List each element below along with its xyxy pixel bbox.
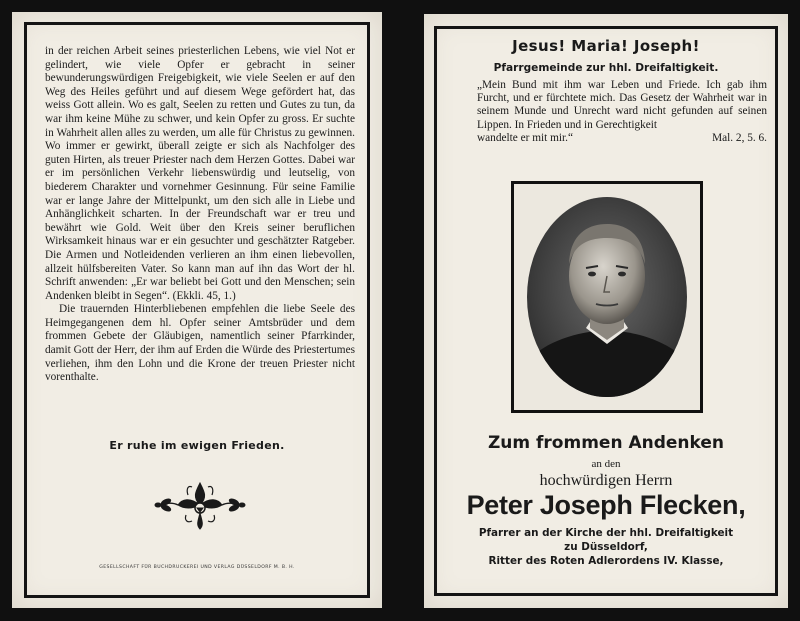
memorial-heading: Zum frommen Andenken: [487, 433, 725, 453]
quote-end: wandelte er mit mir.“: [477, 131, 573, 144]
honorific-title: hochwürdigen Herrn: [539, 472, 673, 489]
left-page: [12, 12, 382, 608]
scripture-quote: [477, 79, 767, 145]
quote-text: „Mein Bund mit ihm war Leben und Friede. Ich gab ihm Furcht, und er fürchtete mich. Das Gesetz der Wahrheit war in seinem Munde und Unrecht ward nicht gefunden auf seinen Lippen. In Frieden und in Gerechtigkeit: [477, 79, 767, 131]
dedication-preposition: an den: [591, 458, 621, 470]
right-page: [424, 14, 788, 608]
deceased-name: Peter Joseph Flecken,: [466, 490, 746, 520]
closing-line: Er ruhe im ewigen Frieden.: [109, 439, 285, 452]
role-line-order: Ritter des Roten Adlerordens IV. Klasse,: [488, 555, 724, 567]
portrait-frame: [511, 181, 703, 413]
right-page-border: [434, 26, 778, 596]
parish-name: Pfarrgemeinde zur hhl. Dreifaltigkeit.: [493, 62, 719, 74]
left-page-border: [24, 22, 370, 598]
priest-portrait: [524, 194, 690, 400]
role-line-city: zu Düsseldorf,: [564, 541, 648, 553]
floral-ornament-icon: [152, 475, 248, 531]
header-invocation: Jesus! Maria! Joseph!: [512, 37, 700, 55]
obituary-paragraph-2: Die trauernden Hinterbliebenen empfehlen die liebe Seele des Heimgegangenen dem hl. Opfer seiner Amtsbrüder und dem frommen Gebete der Gläubigen, namentlich seiner Pfarrkinder, damit Gott der Herr, der ihm auf Erden die Würde des Priestertumes verliehen, ihm den Lohn und die Krone der treuen Priester nicht vorenthalte.: [45, 303, 355, 384]
obituary-paragraph-1: in der reichen Arbeit seines priesterlichen Lebens, wie viel Not er gelindert, wie viele Opfer er gebracht in seiner bewunderungswürdigen Freigebigkeit, wie viele Seelen er auf den Weg des Heiles geführt und auf diesem Wege gefördert hat, das weiss Gott allein. Wo es galt, Seelen zu retten und Gutes zu tun, da war ihm keine Mühe zu schwer, und kein Opfer zu gross. Er suchte in Wahrheit allen alles zu werden, um alle für Christus zu gewinnen. Wo immer er gewirkt, überall zeigte er sich als Nachfolger des guten Hirten, als treuer Priester nach dem Herzen Gottes. Dabei war er im persönlichen Verkehr liebenswürdig und leutselig, von biederem Charakter und vornehmer Gesinnung. Für seine Familie war er lange Jahre der Mittelpunkt, um den sich alle in Liebe und Anhänglichkeit scharten. In der Freundschaft war er treu und bewährt wie Gold. Weit über den Kreis seiner beruflichen Wirksamkeit hinaus war er ein gesuchter und geschätzter Ratgeber. Die Armen und Notleidenden verlieren an ihm einen liebevollen, allzeit hülfsbereiten Vater. So kann man auf ihn das Wort der hl. Schrift anwenden: „Er war beliebt bei Gott und den Menschen; sein Andenken bleibt in Segen“. (Ekkli. 45, 1.): [45, 45, 355, 302]
obituary-text: [45, 45, 355, 385]
quote-reference: Mal. 2, 5. 6.: [712, 131, 767, 144]
quote-last-line: [477, 132, 767, 145]
role-line-pastor: Pfarrer an der Kirche der hhl. Dreifaltigkeit: [478, 527, 734, 539]
printer-imprint: GESELLSCHAFT FÜR BUCHDRUCKEREI UND VERLAG DÜSSELDORF M. B. H.: [99, 565, 295, 570]
